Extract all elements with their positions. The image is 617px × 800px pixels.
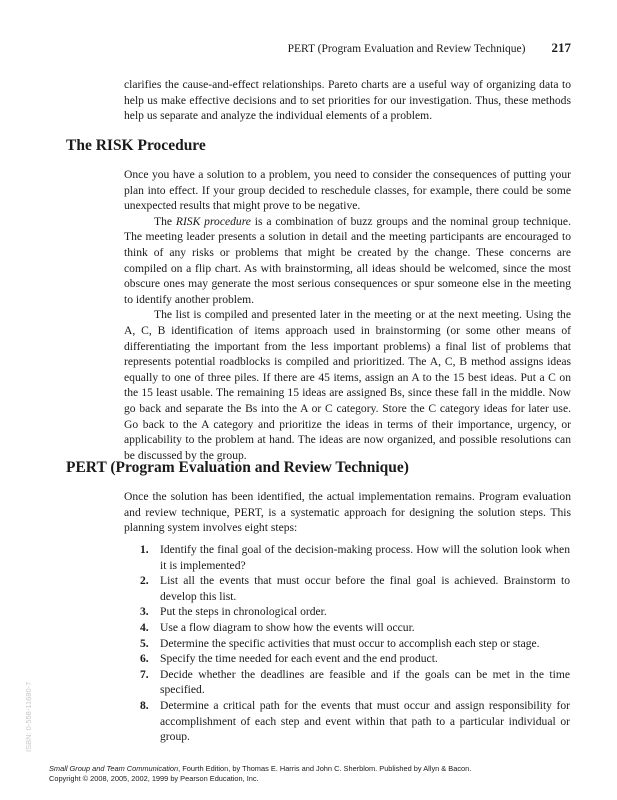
step-text: Put the steps in chronological order. [160,605,327,619]
pert-body [124,489,571,536]
step-number: 5. [140,636,149,650]
risk-p2-lead: The [154,214,176,228]
step-number: 2. [140,574,149,588]
intro-paragraph: clarifies the cause-and-effect relationships. Pareto charts are a useful way of organizing data to help us make effective decisions and to set priorities for our investigation. Thus, these methods help us separate and analyze the individual elements of a problem. [124,78,571,123]
step-number: 1. [140,543,149,556]
copyright-footer [49,764,589,783]
list-item [140,698,570,745]
intro-paragraph-block [124,77,571,124]
pert-heading: PERT (Program Evaluation and Review Technique) [66,459,409,476]
step-text: Use a flow diagram to show how the events will occur. [160,620,415,634]
risk-paragraph-2 [124,214,571,308]
list-item [140,604,570,620]
risk-paragraph-1: Once you have a solution to a problem, you need to consider the consequences of putting your plan into effect. If your group decided to reschedule classes, for example, there could be some unexpected results that might prove to be negative. [124,168,571,213]
risk-procedure-term: RISK procedure [175,214,251,228]
list-item [140,620,570,636]
running-head [283,41,571,56]
list-item [140,636,570,652]
list-item [140,651,570,667]
footer-publication-info: , Fourth Edition, by Thomas E. Harris and John C. Sherblom. Published by Allyn & Bacon. [178,764,472,773]
step-text: Identify the final goal of the decision-making process. How will the solution look when it is implemented? [160,543,570,572]
list-item [140,667,570,698]
risk-p2-rest: is a combination of buzz groups and the nominal group technique. The meeting leader presents a solution in detail and the meeting participants are encouraged to think of any risks or problems that might be created by the change. These concerns are compiled on a flip chart. As with brainstorming, all ideas should be welcomed, since the most obscure ones may generate the most serious consequences or spur someone else in the meeting to identify another problem. [124,214,571,306]
isbn-side-text: ISBN: 0-558-11680-7 [24,681,33,752]
footer-book-title: Small Group and Team Communication [49,764,179,773]
risk-heading: The RISK Procedure [66,137,206,154]
step-number: 7. [140,667,149,681]
risk-paragraph-3: The list is compiled and presented later in the meeting or at the next meeting. Using the A, C, B identification of items approach used in brainstorming (or some other means of differentiating the important from the less important problems) a final list of problems that represents potential roadblocks is compiled and prioritized. The A, C, B method assigns ideas equally to one of three piles. If there are 45 items, assign an A to the 15 best ideas. Put a C on the 15 least usable. The remaining 15 ideas are assigned Bs, since these fall in the middle. Now go back and separate the Bs into the A or C category. Store the C category ideas for later use. Go back to the A category and prioritize the ideas in terms of their importance, urgency, or applicability to the problem at hand. The ideas are now organized, and possible resolutions can be discussed by the group. [124,308,571,462]
step-text: Determine the specific activities that must occur to accomplish each step or stage. [160,636,540,650]
step-text: Specify the time needed for each event and the end product. [160,652,438,666]
step-text: Decide whether the deadlines are feasible and if the goals can be met in the time specified. [160,667,570,697]
step-number: 3. [140,605,149,619]
footer-line-2: Copyright © 2008, 2005, 2002, 1999 by Pearson Education, Inc. [49,773,259,783]
step-text: List all the events that must occur before the final goal is achieved. Brainstorm to develop this list. [160,574,570,603]
pert-steps-list [140,542,570,745]
list-item [140,542,570,573]
list-item [140,573,570,604]
pert-paragraph-1: Once the solution has been identified, the actual implementation remains. Program evaluation and review technique, PERT, is a systematic approach for designing the solution steps. This planning system involves eight steps: [124,490,571,535]
step-number: 4. [140,620,149,634]
running-head-title: PERT (Program Evaluation and Review Technique) [287,43,526,55]
footer-line-1 [49,764,589,774]
risk-body [124,167,571,463]
step-number: 8. [140,698,149,712]
step-number: 6. [140,652,149,666]
step-text: Determine a critical path for the events that must occur and assign responsibility for accomplishment of each step and event within that path to a particular individual or group. [160,698,570,744]
page-number: 217 [551,40,571,55]
